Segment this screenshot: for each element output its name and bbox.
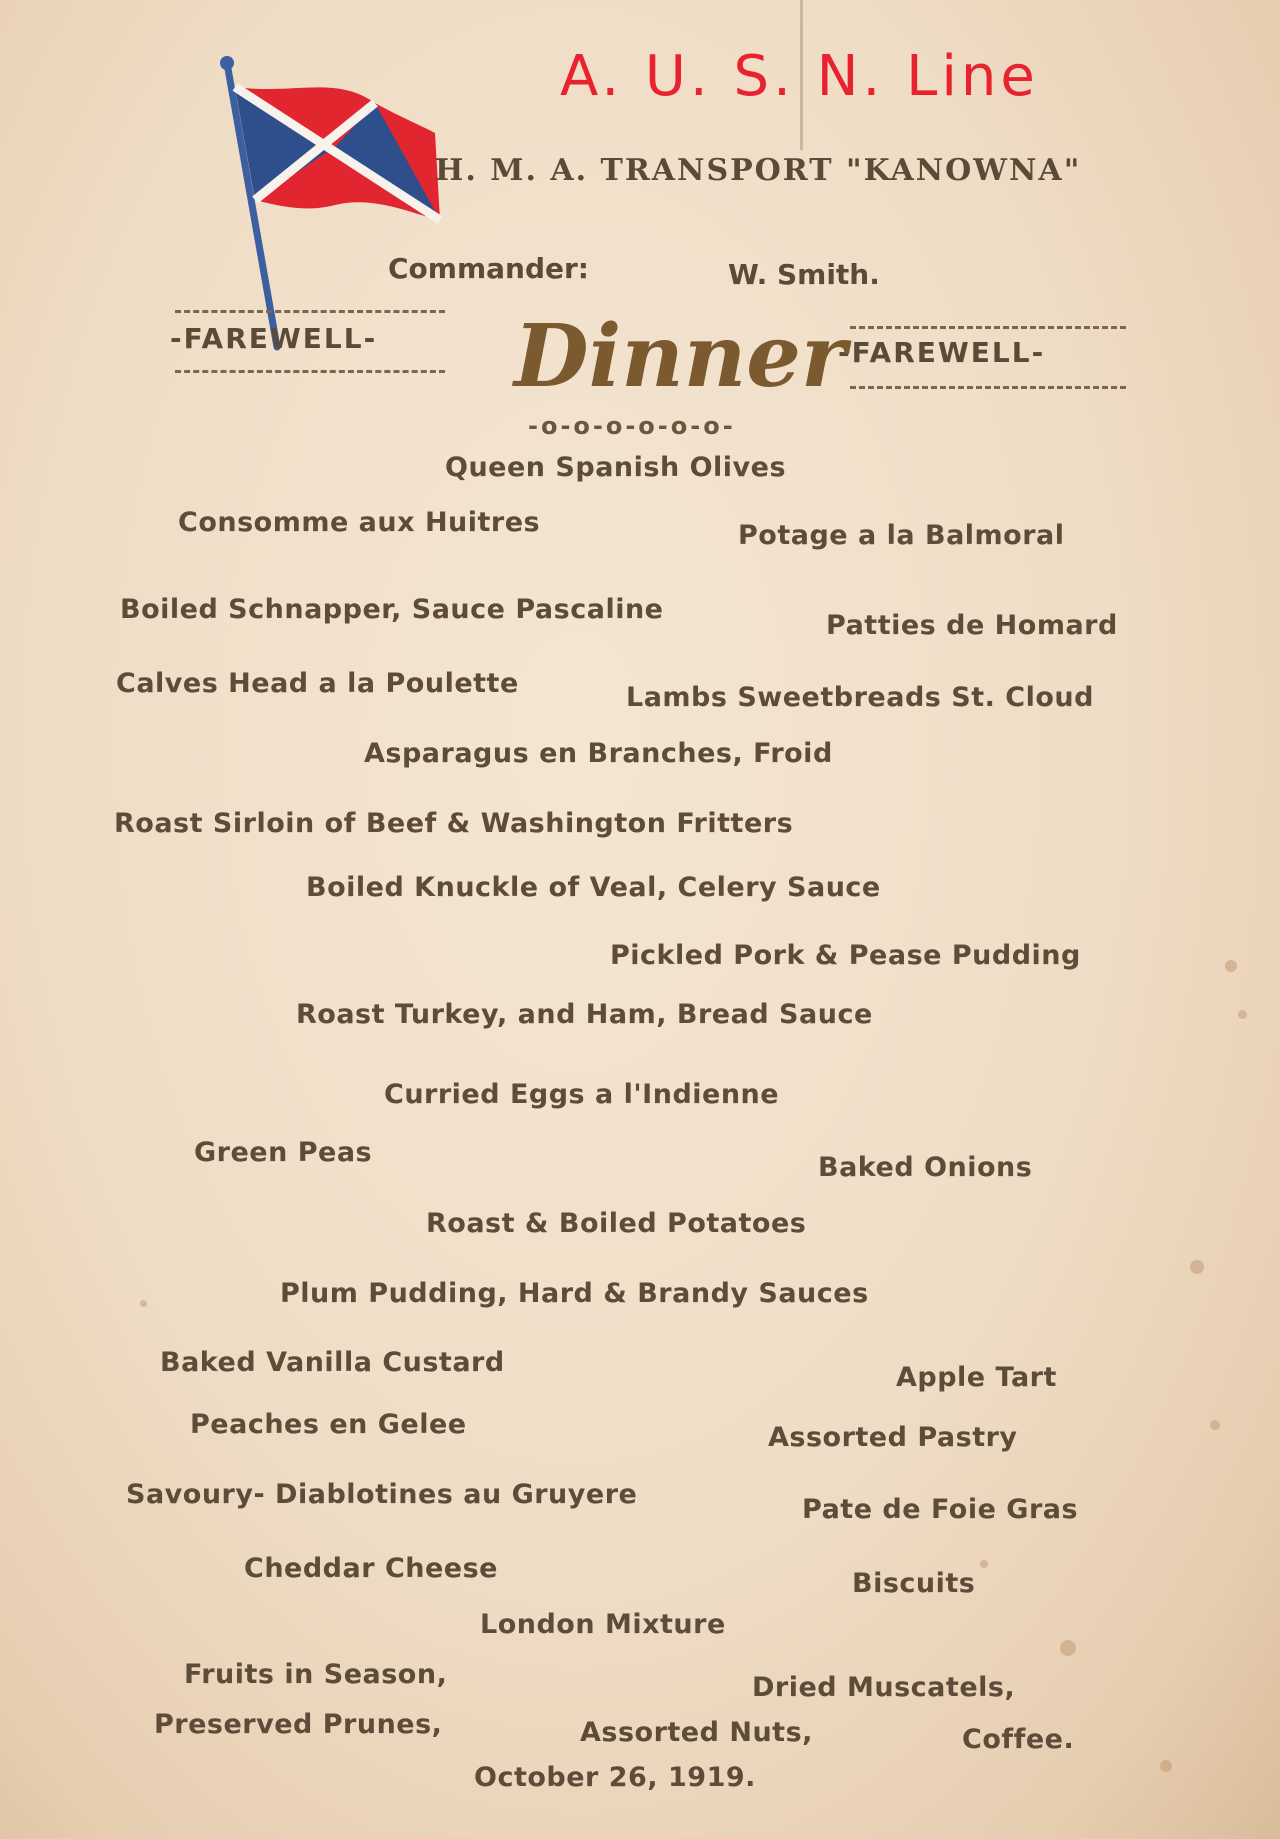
menu-item: Peaches en Gelee xyxy=(190,1409,467,1440)
menu-item: Potage a la Balmoral xyxy=(738,520,1065,551)
menu-item: Pickled Pork & Pease Pudding xyxy=(610,940,1081,971)
commander-name: W. Smith. xyxy=(728,258,880,291)
menu-item: Lambs Sweetbreads St. Cloud xyxy=(626,682,1094,713)
menu-item: Queen Spanish Olives xyxy=(445,452,787,483)
menu-item: Consomme aux Huitres xyxy=(178,507,541,538)
menu-item: Boiled Schnapper, Sauce Pascaline xyxy=(120,594,664,625)
foxing-spot xyxy=(1210,1420,1220,1430)
menu-item: Baked Onions xyxy=(818,1152,1033,1183)
dinner-heading: Dinner xyxy=(514,306,847,407)
menu-date: October 26, 1919. xyxy=(474,1762,756,1793)
menu-item: Roast Sirloin of Beef & Washington Fritters xyxy=(114,808,794,839)
transport-subtitle: H. M. A. TRANSPORT "KANOWNA" xyxy=(435,153,1082,188)
menu-item: Baked Vanilla Custard xyxy=(160,1347,505,1378)
menu-item: Fruits in Season, xyxy=(184,1659,448,1690)
menu-item: Preserved Prunes, xyxy=(154,1709,443,1740)
menu-item: Assorted Pastry xyxy=(768,1422,1018,1453)
menu-item: Boiled Knuckle of Veal, Celery Sauce xyxy=(306,872,881,903)
divider xyxy=(175,310,445,313)
menu-item: Dried Muscatels, xyxy=(752,1672,1016,1703)
menu-item: Plum Pudding, Hard & Brandy Sauces xyxy=(280,1278,869,1309)
ornament-rule: -o-o-o-o-o-o- xyxy=(528,412,736,440)
menu-item: Apple Tart xyxy=(896,1362,1057,1393)
foxing-spot xyxy=(140,1300,147,1307)
divider xyxy=(850,326,1126,329)
foxing-spot xyxy=(1060,1640,1076,1656)
line-title: A. U. S. N. Line xyxy=(560,44,1039,109)
menu-item: Roast Turkey, and Ham, Bread Sauce xyxy=(296,999,873,1030)
foxing-spot xyxy=(1225,960,1237,972)
foxing-spot xyxy=(1190,1260,1204,1274)
farewell-left: -FAREWELL- xyxy=(170,322,378,355)
menu-item: Biscuits xyxy=(852,1568,976,1599)
menu-item: Patties de Homard xyxy=(826,610,1118,641)
foxing-spot xyxy=(980,1560,988,1568)
menu-item: Curried Eggs a l'Indienne xyxy=(384,1079,780,1110)
foxing-spot xyxy=(1160,1760,1172,1772)
menu-item: Cheddar Cheese xyxy=(244,1553,498,1584)
menu-item: Savoury- Diablotines au Gruyere xyxy=(126,1479,638,1510)
menu-item: Coffee. xyxy=(962,1724,1075,1755)
foxing-spot xyxy=(1238,1010,1247,1019)
menu-item: Green Peas xyxy=(194,1137,373,1168)
flag-finial xyxy=(220,56,234,70)
menu-item: Roast & Boiled Potatoes xyxy=(426,1208,807,1239)
menu-item: Assorted Nuts, xyxy=(580,1717,813,1748)
menu-item: Asparagus en Branches, Froid xyxy=(364,738,833,769)
divider xyxy=(850,386,1126,389)
menu-item: Calves Head a la Poulette xyxy=(116,668,519,699)
menu-item: London Mixture xyxy=(480,1609,726,1640)
divider xyxy=(175,370,445,373)
commander-label: Commander: xyxy=(388,252,590,285)
menu-item: Pate de Foie Gras xyxy=(802,1494,1079,1525)
farewell-right: -FAREWELL- xyxy=(838,336,1046,369)
